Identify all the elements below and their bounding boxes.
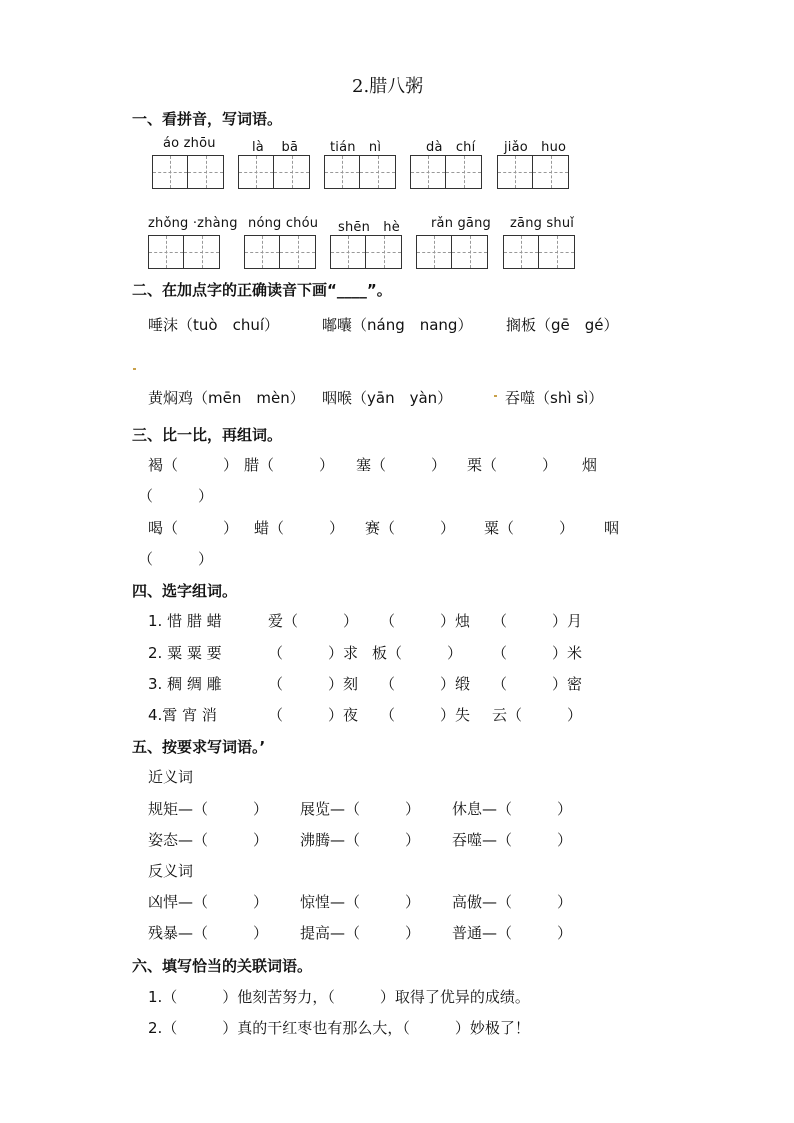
s3-r2-5: 咽 <box>604 519 620 537</box>
s6-item-1: 1.（ ）他刻苦努力，（ ）取得了优异的成绩。 <box>148 988 530 1006</box>
section-4-heading: 四、选字组词。 <box>132 582 238 600</box>
s4-2-c: （ ）米 <box>492 644 583 662</box>
s3-r1-2: 腊（ ） <box>244 456 335 474</box>
ant-2-1: 残暴—（ ） <box>148 924 269 942</box>
s6-item-2: 2.（ ）真的干红枣也有那么大，（ ）妙极了！ <box>148 1019 530 1037</box>
s4-1-c: （ ）月 <box>492 612 583 630</box>
s4-3-c: （ ）密 <box>492 675 583 693</box>
section-1-heading: 一、看拼音，写词语。 <box>132 110 283 128</box>
ant-1-2: 惊惶—（ ） <box>300 893 421 911</box>
writing-grid-1-3[interactable] <box>324 155 396 189</box>
section-3-heading: 三、比一比，再组词。 <box>132 426 283 444</box>
s2-item-3: 搁板（gē gé） <box>506 316 619 334</box>
writing-grid-2-1[interactable] <box>148 235 220 269</box>
section-5-heading: 五、按要求写词语。’ <box>132 738 266 756</box>
pinyin-2-3: shēn hè <box>338 220 400 235</box>
pinyin-1-1: áo zhōu <box>163 136 216 151</box>
writing-grid-2-2[interactable] <box>244 235 316 269</box>
s4-2-a: （ ）求 <box>268 644 359 662</box>
writing-grid-2-5[interactable] <box>503 235 575 269</box>
syn-1-2: 展览—（ ） <box>300 800 421 818</box>
s4-1-chars: 1. 惜 腊 蜡 <box>148 612 222 630</box>
syn-1-1: 规矩—（ ） <box>148 800 269 818</box>
s2-item-2: 嘟囔（náng nang） <box>322 316 473 334</box>
pinyin-1-3: tián nì <box>330 140 382 155</box>
s2-item-5: 咽喉（yān yàn） <box>322 389 453 407</box>
stray-mark <box>494 395 497 397</box>
s2-item-6: 吞噬（shì sì） <box>505 389 604 407</box>
synonym-label: 近义词 <box>148 768 194 786</box>
ant-1-1: 凶悍—（ ） <box>148 893 269 911</box>
s4-3-a: （ ）刻 <box>268 675 359 693</box>
writing-grid-1-5[interactable] <box>497 155 569 189</box>
writing-grid-1-1[interactable] <box>152 155 224 189</box>
s3-r2-2: 蜡（ ） <box>254 519 345 537</box>
s4-2-chars: 2. 粟 粟 要 <box>148 644 222 662</box>
s4-4-b: （ ）失 <box>380 706 471 724</box>
pinyin-1-2: là bā <box>252 140 299 155</box>
pinyin-1-4: dà chí <box>426 140 476 155</box>
s3-r1-wrap: （ ） <box>138 487 214 505</box>
writing-grid-2-3[interactable] <box>330 235 402 269</box>
ant-2-2: 提高—（ ） <box>300 924 421 942</box>
writing-grid-1-2[interactable] <box>238 155 310 189</box>
s4-4-c: 云（ ） <box>492 706 583 724</box>
writing-grid-2-4[interactable] <box>416 235 488 269</box>
s2-item-4: 黄焖鸡（mēn mèn） <box>148 389 305 407</box>
s4-3-b: （ ）缎 <box>380 675 471 693</box>
stray-mark <box>133 368 136 370</box>
s4-4-a: （ ）夜 <box>268 706 359 724</box>
pinyin-2-1: zhǒng ·zhàng <box>148 216 238 231</box>
pinyin-2-2: nóng chóu <box>248 216 319 231</box>
writing-grid-1-4[interactable] <box>410 155 482 189</box>
s3-r1-5: 烟 <box>582 456 598 474</box>
s2-item-1: 唾沫（tuò chuí） <box>148 316 279 334</box>
pinyin-2-5: zāng shuǐ <box>510 216 575 231</box>
s4-1-b: （ ）烛 <box>380 612 471 630</box>
s3-r1-1: 褐（ ） <box>148 456 239 474</box>
s4-4-chars: 4.霄 宵 消 <box>148 706 217 724</box>
section-2-heading: 二、在加点字的正确读音下画“____”。 <box>132 281 392 299</box>
pinyin-2-4: rǎn gāng <box>431 216 491 231</box>
s3-r2-wrap: （ ） <box>138 550 214 568</box>
s3-r1-3: 塞（ ） <box>356 456 447 474</box>
ant-1-3: 高傲—（ ） <box>452 893 573 911</box>
page-title: 2.腊八粥 <box>352 76 424 97</box>
syn-2-2: 沸腾—（ ） <box>300 831 421 849</box>
s4-1-a: 爱（ ） <box>268 612 359 630</box>
s4-2-b: 板（ ） <box>372 644 463 662</box>
syn-2-3: 吞噬—（ ） <box>452 831 573 849</box>
syn-1-3: 休息—（ ） <box>452 800 573 818</box>
section-6-heading: 六、填写恰当的关联词语。 <box>132 957 313 975</box>
s3-r2-3: 赛（ ） <box>365 519 456 537</box>
pinyin-1-5: jiǎo huo <box>504 140 567 155</box>
s3-r2-4: 粟（ ） <box>484 519 575 537</box>
syn-2-1: 姿态—（ ） <box>148 831 269 849</box>
s3-r2-1: 喝（ ） <box>148 519 239 537</box>
s4-3-chars: 3. 稠 绸 雕 <box>148 675 222 693</box>
ant-2-3: 普通—（ ） <box>452 924 573 942</box>
antonym-label: 反义词 <box>148 862 194 880</box>
s3-r1-4: 栗（ ） <box>467 456 558 474</box>
